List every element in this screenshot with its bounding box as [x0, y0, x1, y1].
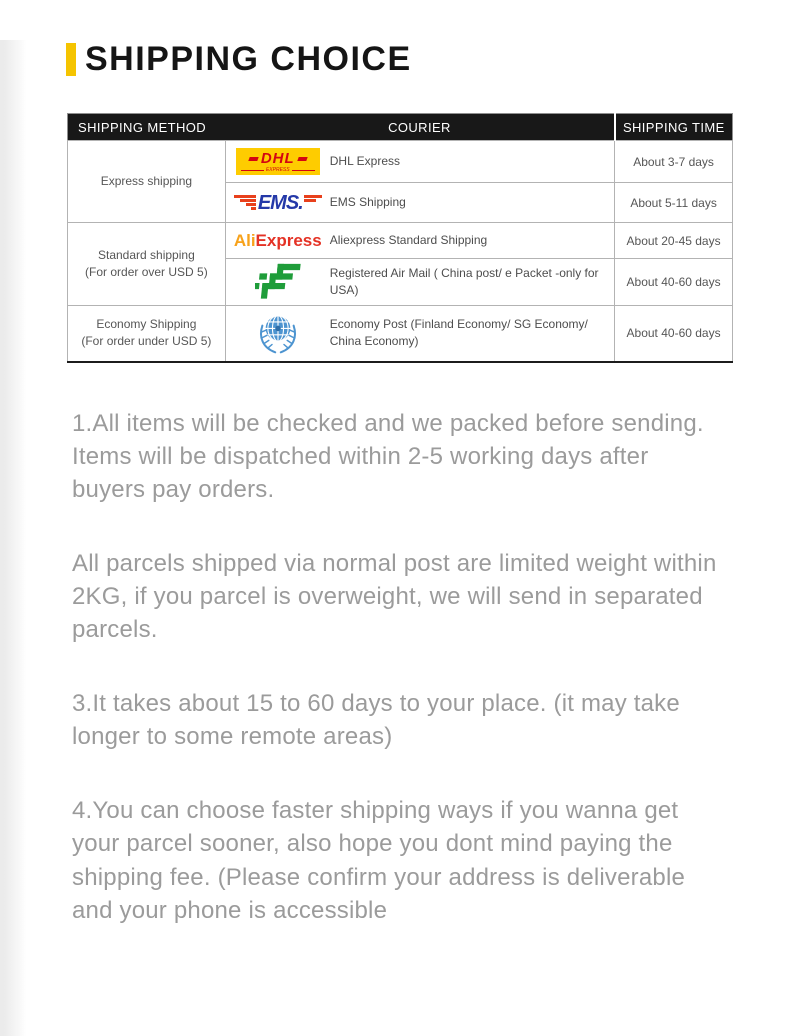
- page-title: SHIPPING CHOICE: [85, 40, 412, 78]
- note-paragraph-3: 3.It takes about 15 to 60 days to your place. (it may take longer to some remote areas): [72, 690, 680, 751]
- dhl-stripe-icon: [248, 157, 258, 161]
- method-cell-standard: [68, 223, 226, 306]
- note-paragraph-2: All parcels shipped via normal post are limited weight within 2KG, if you parcel is overweight, we will send in separated parcels.: [72, 549, 717, 644]
- table-header-row: [68, 114, 733, 141]
- method-name: Standard shipping: [98, 247, 195, 262]
- ems-wing-icon: [234, 195, 256, 211]
- method-cell-express: [68, 141, 226, 223]
- china-post-logo: [255, 262, 301, 302]
- courier-cell: [225, 223, 614, 259]
- shipping-notes: [72, 407, 728, 927]
- shipping-time-cell: About 40-60 days: [615, 259, 733, 306]
- table-row: [68, 223, 733, 259]
- courier-name: DHL Express: [329, 154, 401, 169]
- shipping-time-cell: About 20-45 days: [615, 223, 733, 259]
- dhl-stripe-icon: [297, 157, 307, 161]
- courier-name: Aliexpress Standard Shipping: [329, 233, 488, 248]
- courier-name: EMS Shipping: [329, 195, 406, 210]
- method-subtext: (For order under USD 5): [81, 334, 212, 349]
- table-row: [68, 306, 733, 362]
- header-courier: COURIER: [388, 119, 451, 135]
- dhl-underline: [292, 170, 315, 171]
- shipping-table-wrap: [67, 113, 733, 363]
- aliexpress-ali-text: Ali: [233, 230, 256, 250]
- dhl-underline: [241, 170, 264, 171]
- courier-cell: [225, 141, 614, 183]
- ems-logo: [234, 193, 322, 213]
- courier-name: Economy Post (Finland Economy/ SG Economy/ China Economy): [329, 317, 588, 349]
- ems-stripes-icon: [304, 195, 322, 203]
- shipping-time-cell: About 5-11 days: [615, 183, 733, 223]
- un-logo: [255, 309, 301, 357]
- method-name: Economy Shipping: [96, 316, 197, 331]
- dhl-logo: [236, 148, 320, 175]
- table-row: [68, 141, 733, 183]
- dhl-logo-text: DHL: [260, 150, 295, 167]
- note-paragraph-4: 4.You can choose faster shipping ways if you wanna get your parcel sooner, also hope you dont mind paying the shipping fee. (Please confirm your address is deliverable and your phone is accessible: [72, 797, 686, 924]
- shipping-time-cell: About 3-7 days: [615, 141, 733, 183]
- courier-name: Registered Air Mail ( China post/ e Packet -only for USA): [329, 266, 599, 297]
- method-subtext: (For order over USD 5): [85, 265, 208, 279]
- method-cell-economy: [68, 306, 226, 362]
- courier-cell: [225, 183, 614, 223]
- header-shipping-method: SHIPPING METHOD: [78, 119, 207, 135]
- section-header: [66, 40, 800, 79]
- aliexpress-express-text: Express: [255, 230, 322, 250]
- courier-cell: [225, 306, 614, 362]
- ems-logo-text: EMS.: [257, 191, 303, 214]
- shipping-table: [67, 113, 733, 363]
- header-shipping-time: SHIPPING TIME: [615, 114, 733, 141]
- dhl-express-text: EXPRESS: [265, 167, 290, 173]
- page-edge-shade: [0, 40, 26, 1036]
- note-paragraph-1: 1.All items will be checked and we packed before sending. Items will be dispatched within 2-5 working days after buyers pay orders.: [72, 409, 704, 503]
- shipping-time-cell: About 40-60 days: [615, 306, 733, 362]
- title-accent-bar: [66, 43, 76, 76]
- courier-cell: [225, 259, 614, 306]
- method-name: Express shipping: [100, 173, 193, 188]
- aliexpress-logo: [234, 231, 322, 251]
